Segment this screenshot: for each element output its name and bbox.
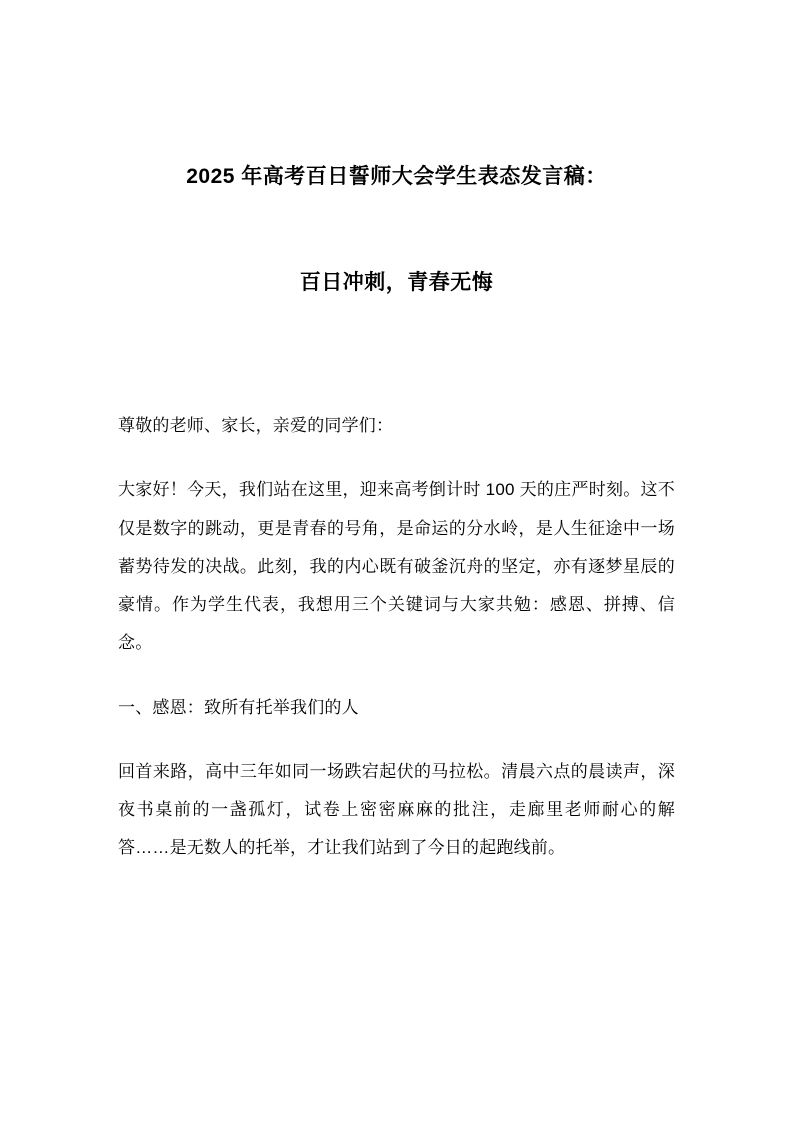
section-one-paragraph: 回首来路，高中三年如同一场跌宕起伏的马拉松。清晨六点的晨读声，深夜书桌前的一盏孤灯，试卷上密密麻麻的批注，走廊里老师耐心的解答……是无数人的托举，才让我们站到了今日的起跑线前。 xyxy=(118,761,675,858)
document-title-block xyxy=(118,0,675,299)
salutation-paragraph: 尊敬的老师、家长，亲爱的同学们： xyxy=(118,416,394,436)
section-one-heading: 一、感恩：致所有托举我们的人 xyxy=(118,697,359,717)
document-body xyxy=(118,407,675,868)
page-subtitle: 百日冲刺，青春无悔 xyxy=(299,270,494,294)
page-title: 2025 年高考百日誓师大会学生表态发言稿： xyxy=(186,165,607,188)
intro-paragraph: 大家好！今天，我们站在这里，迎来高考倒计时 100 天的庄严时刻。这不仅是数字的跳动，更是青春的号角，是命运的分水岭，是人生征途中一场蓄势待发的决战。此刻，我的内心既有破釜沉舟的坚定，亦有逐梦星辰的豪情。作为学生代表，我想用三个关键词与大家共勉：感恩、拼搏、信念。 xyxy=(118,480,675,653)
